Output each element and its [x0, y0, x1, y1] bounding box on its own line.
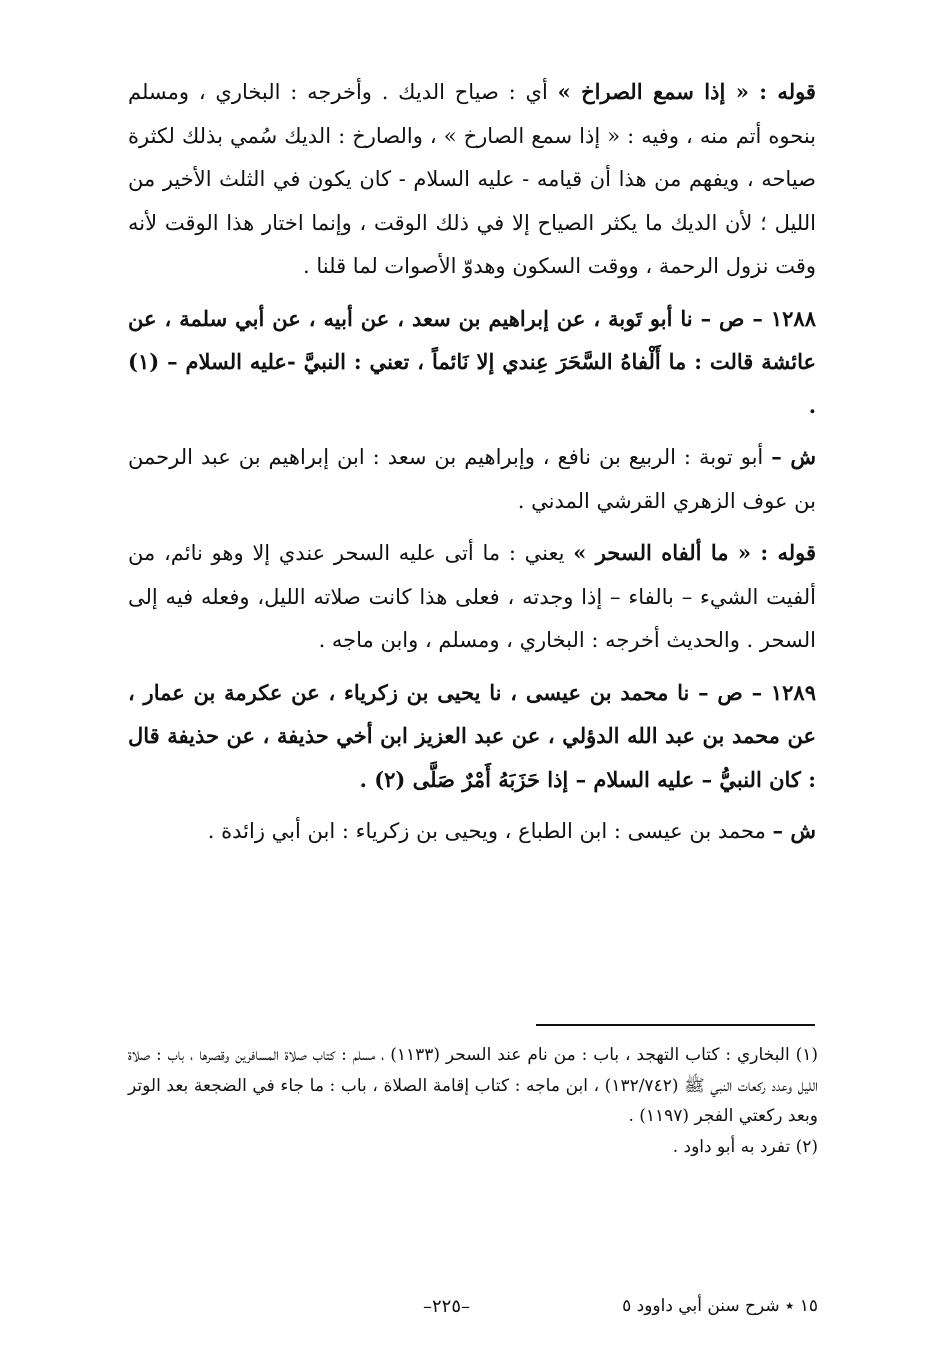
commentary-paragraph-1	[128, 70, 816, 289]
footnote-1: (١) البخاري : كتاب التهجد ، باب : من نام عند السحر (١١٣٣) ، مسلم : كتاب صلاة المسافرين وقصرها ، باب : صلاة الليل وعدد ركعات النبي ﷺ (١٣٢/٧٤٢) ، ابن ماجه : كتاب إقامة الصلاة ، باب : ما جاء في الضجعة بعد الوتر وبعد ركعتي الفجر (١١٩٧) .	[128, 1045, 818, 1126]
commentary-text: يعني : ما أتى عليه السحر عندي إلا وهو نائم، من ألفيت الشيء – بالفاء – إذا وجدته ، فعلى هذا كانت صلاته الليل، وفعله فيه إلى السحر . والحديث أخرجه : البخاري ، ومسلم ، وابن ماجه .	[128, 541, 816, 652]
page-number: –٢٢٥–	[423, 1296, 471, 1317]
sharh-text: محمد بن عيسى : ابن الطباع ، ويحيى بن زكرياء : ابن أبي زائدة .	[207, 819, 773, 843]
sharh-text: أبو توبة : الربيع بن نافع ، وإبراهيم بن سعد : ابن إبراهيم بن عبد الرحمن بن عوف الزهري القرشي المدني .	[128, 445, 816, 513]
quote-lead: قوله : « ما ألفاه السحر »	[573, 540, 816, 565]
commentary-paragraph-2	[128, 531, 816, 663]
sharh-lead: ش –	[772, 818, 816, 843]
sharh-1289	[128, 809, 816, 854]
running-title: ١٥ ٭ شرح سنن أبي داوود ٥	[622, 1296, 818, 1316]
quote-lead: قوله : « إذا سمع الصراخ »	[557, 79, 816, 104]
sharh-lead: ش –	[771, 444, 816, 469]
commentary-text: أي : صياح الديك . وأخرجه : البخاري ، ومسلم بنحوه أتم منه ، وفيه : « إذا سمع الصارخ » ، والصارخ : الديك سُمي بذلك لكثرة صياحه ، ويفهم من هذا أن قيامه - عليه السلام - كان يكون في الثلث الأخير من الليل ؛ لأن الديك ما يكثر الصياح إلا في ذلك الوقت ، وإنما اختار هذا الوقت لأنه وقت نزول الرحمة ، ووقت السكون وهدوّ الأصوات لما قلنا .	[128, 80, 816, 278]
page-body	[128, 70, 816, 854]
footnote-separator	[536, 1024, 815, 1026]
footnotes	[128, 1040, 818, 1162]
page-footer	[128, 1296, 818, 1326]
footnote-2: (٢) تفرد به أبو داود .	[672, 1136, 818, 1157]
hadith-1288: ١٢٨٨ – ص – نا أبو تَوبة ، عن إبراهيم بن سعد ، عن أبيه ، عن أبي سلمة ، عن عائشة قالت : ما أَلْفاهُ السَّحَرَ عِندي إلا نَائماً ، تعني : النبيَّ -عليه السلام – (١) .	[128, 305, 816, 418]
sharh-1288	[128, 435, 816, 523]
hadith-1289: ١٢٨٩ – ص – نا محمد بن عيسى ، نا يحيى بن زكرياء ، عن عكرمة بن عمار ، عن محمد بن عبد الله الدؤلي ، عن عبد العزيز ابن أخي حذيفة ، عن حذيفة قال : كان النبيُّ – عليه السلام – إذا حَزَبَهُ أَمْرٌ صَلَّى (٢) .	[128, 679, 816, 792]
